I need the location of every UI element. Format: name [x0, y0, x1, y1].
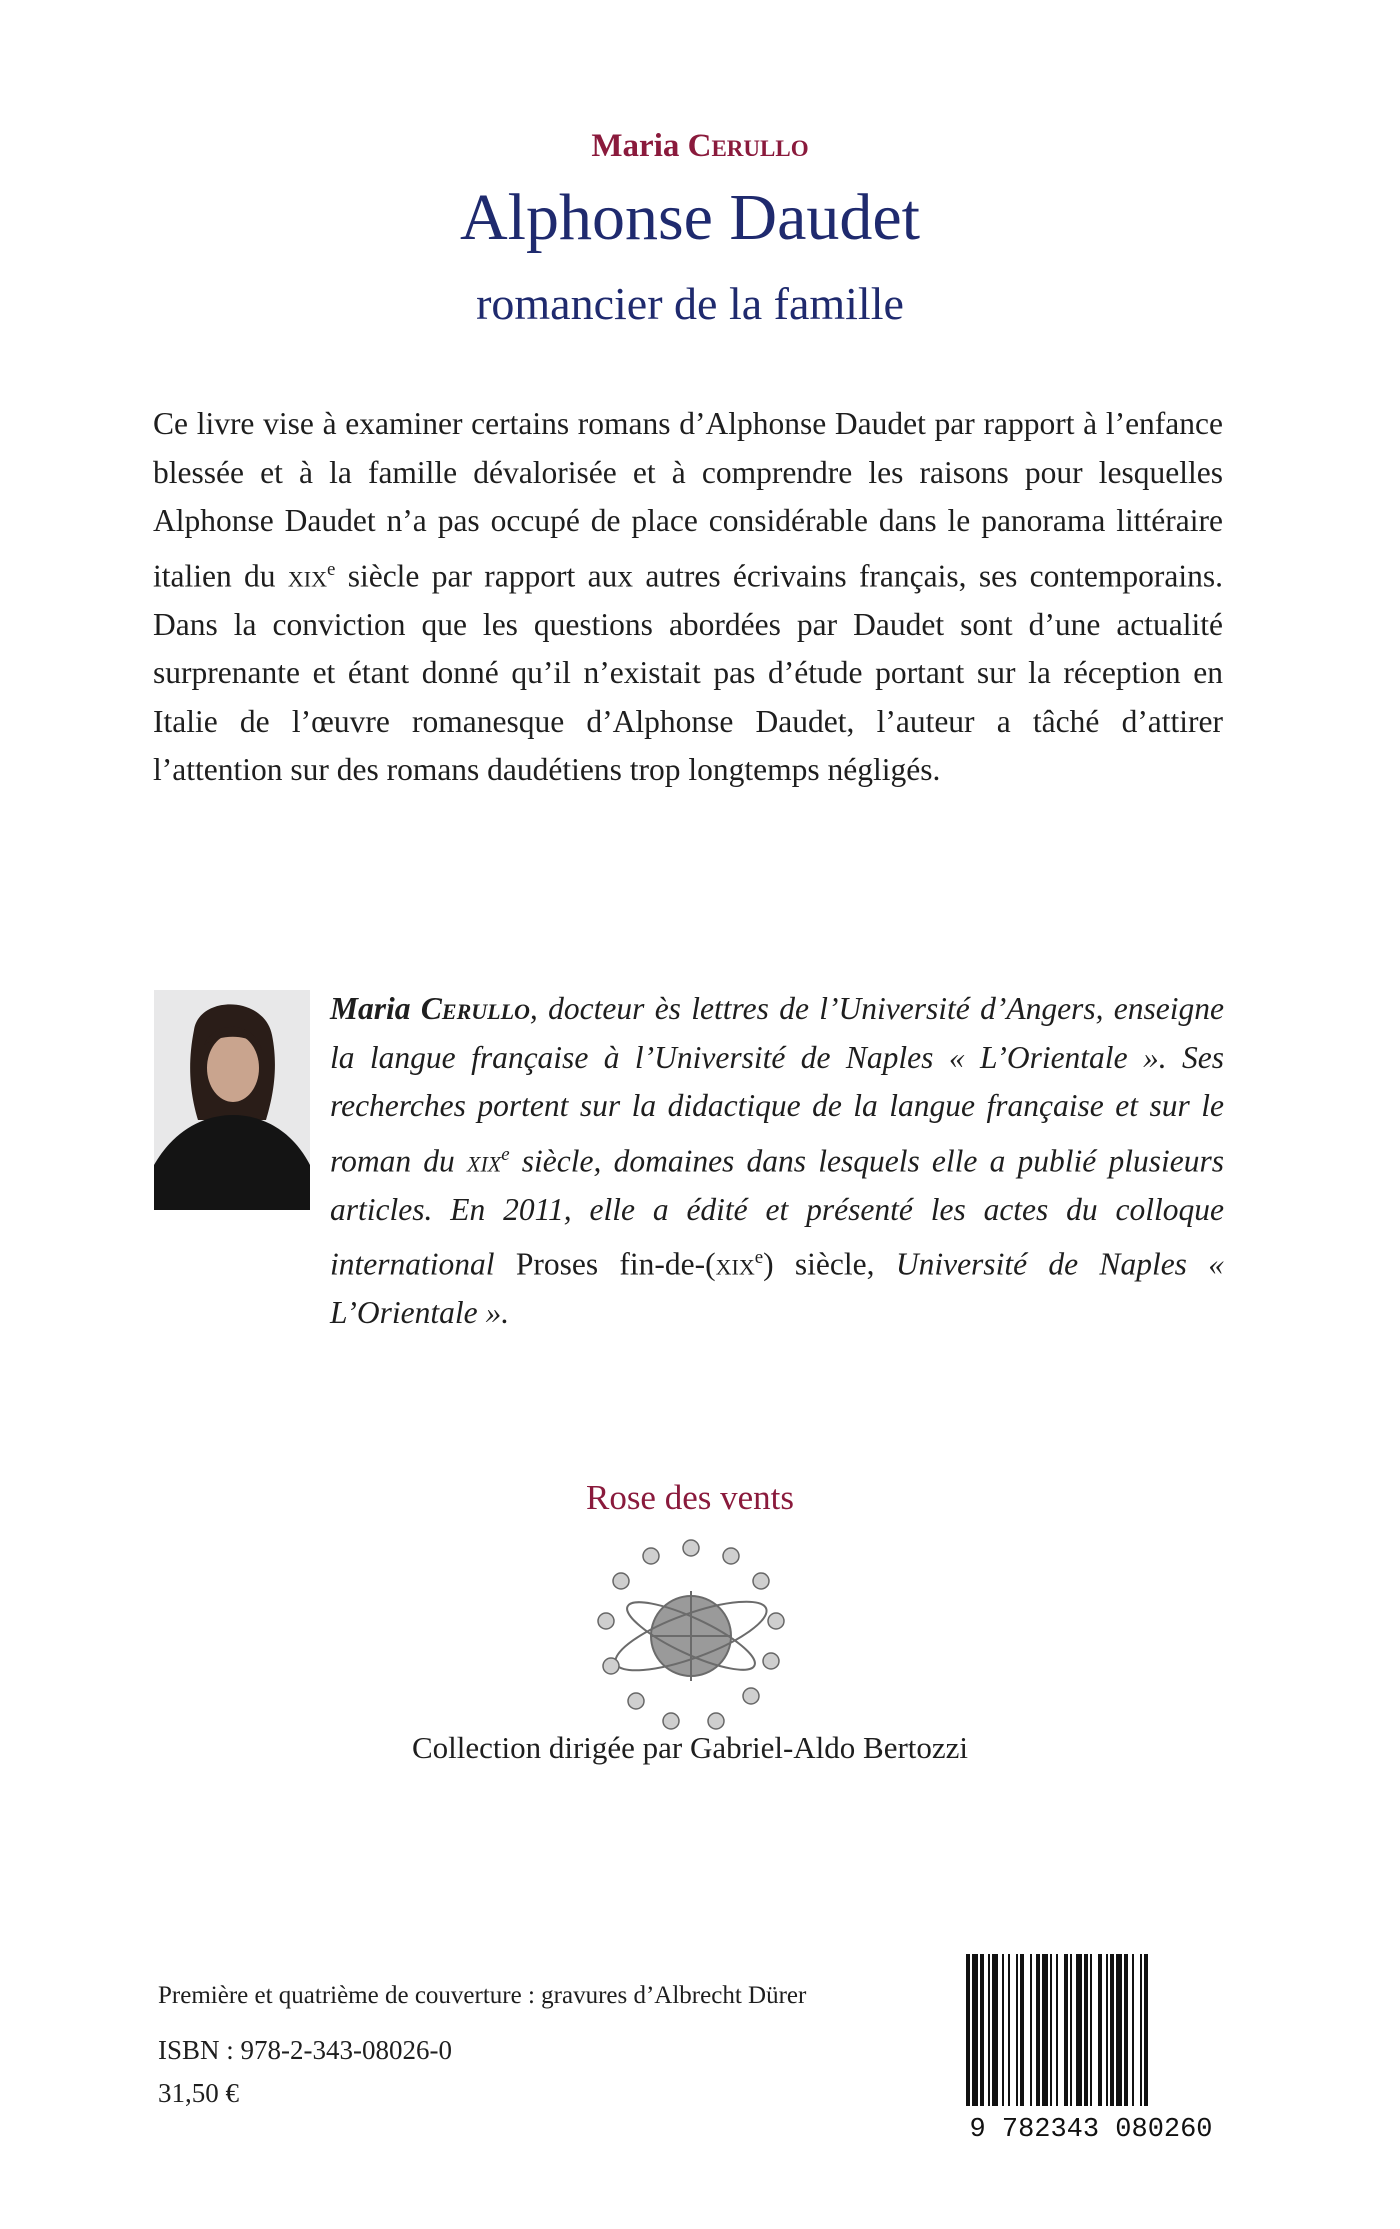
barcode-bar — [1016, 1954, 1018, 2106]
barcode-bar — [1098, 1954, 1102, 2106]
bio-ending: Université de Naples « L’Orientale ». — [330, 1246, 1225, 1330]
barcode-bar — [1124, 1954, 1128, 2106]
blurb-text-2: siècle par rapport aux autres écrivains français, ses contemporains. Dans la conviction que les questions abordées par Daudet sont d’une actualité surprenante et étant donné qu’il n’existait pas d’étude portant sur la réception en Italie de l’œuvre romanesque d’Alphonse Daudet, l’auteur a tâché d’attirer l’attention sur des romans daudétiens trop longtemps négligés. — [153, 558, 1223, 787]
bio-century-sup: e — [501, 1143, 510, 1165]
barcode-bar — [1116, 1954, 1122, 2106]
barcode-bar — [1050, 1954, 1052, 2106]
barcode-bar — [1106, 1954, 1108, 2106]
barcode-bar — [980, 1954, 984, 2106]
barcode-bar — [1084, 1954, 1088, 2106]
bio-text-1: , docteur ès lettres de l’Université d’Angers, enseigne la langue française à l’Université de Naples « L’Orientale ». Ses recherches portent sur la didactique de la langue française et sur le roman du — [330, 991, 1225, 1178]
barcode-bar — [1042, 1954, 1048, 2106]
bio-name-last: Cerullo — [420, 991, 530, 1026]
bio-text-2: siècle, domaines dans lesquels elle a publié plusieurs articles. En 2011, elle a édité et présenté les actes du colloque international — [330, 1143, 1224, 1282]
barcode-bar — [1132, 1954, 1134, 2106]
barcode-bar — [972, 1954, 978, 2106]
barcode-bar — [1036, 1954, 1040, 2106]
barcode-bar — [1110, 1954, 1114, 2106]
bio-work-century-sup: e — [754, 1247, 764, 1268]
barcode-bar — [1030, 1954, 1032, 2106]
book-subtitle: romancier de la famille — [476, 278, 904, 329]
barcode-bar — [992, 1954, 998, 2106]
author-name — [0, 128, 1400, 165]
blurb-century: xix — [287, 558, 327, 593]
bio-work-century: xix — [715, 1246, 755, 1282]
collection-name: Rose des vents — [585, 1478, 795, 1517]
blurb-text-1: Ce livre vise à examiner certains romans d’Alphonse Daudet par rapport à l’enfance blessée et à la famille dévalorisée et à comprendre les raisons pour lesquelles Alphonse Daudet n’a pas occupé de place considérable dans le panorama littéraire italien du — [153, 406, 1223, 593]
rose-des-vents-logo — [586, 1536, 796, 1736]
bio-paragraph-first — [330, 985, 1224, 1338]
cover-credits: Première et quatrième de couverture : gravures d’Albrecht Dürer — [158, 1982, 807, 2009]
barcode-bar — [1070, 1954, 1072, 2106]
barcode-bar — [966, 1954, 970, 2106]
isbn: ISBN : 978-2-343-08026-0 — [158, 2035, 452, 2065]
barcode-bar — [1076, 1954, 1082, 2106]
barcode-bar — [1064, 1954, 1068, 2106]
bio-century: xix — [467, 1143, 502, 1178]
barcode-digits: 9 782343 080260 — [969, 2115, 1213, 2142]
barcode-bar — [1090, 1954, 1092, 2106]
book-title: Alphonse Daudet — [459, 181, 921, 254]
blurb-century-sup: e — [326, 558, 336, 580]
bio-work-title-a: Proses fin-de-( — [515, 1246, 716, 1282]
author-photo — [154, 990, 310, 1210]
price: 31,50 € — [158, 2078, 239, 2108]
author-last-name: Cerullo — [687, 128, 809, 164]
barcode-bar — [1056, 1954, 1058, 2106]
barcode-bar — [988, 1954, 990, 2106]
bio-name-first: Maria — [330, 991, 411, 1026]
barcode — [960, 1952, 1222, 2142]
barcode-bar — [1140, 1954, 1142, 2106]
collection-director: Collection dirigée par Gabriel-Aldo Bertozzi — [411, 1730, 969, 1765]
author-first-name: Maria — [591, 128, 680, 164]
barcode-bar — [1002, 1954, 1004, 2106]
barcode-bar — [1008, 1954, 1010, 2106]
bio-work-title-b: ) siècle, — [763, 1246, 875, 1282]
blurb-paragraph — [153, 400, 1223, 795]
barcode-bar — [1020, 1954, 1024, 2106]
barcode-bar — [1144, 1954, 1148, 2106]
